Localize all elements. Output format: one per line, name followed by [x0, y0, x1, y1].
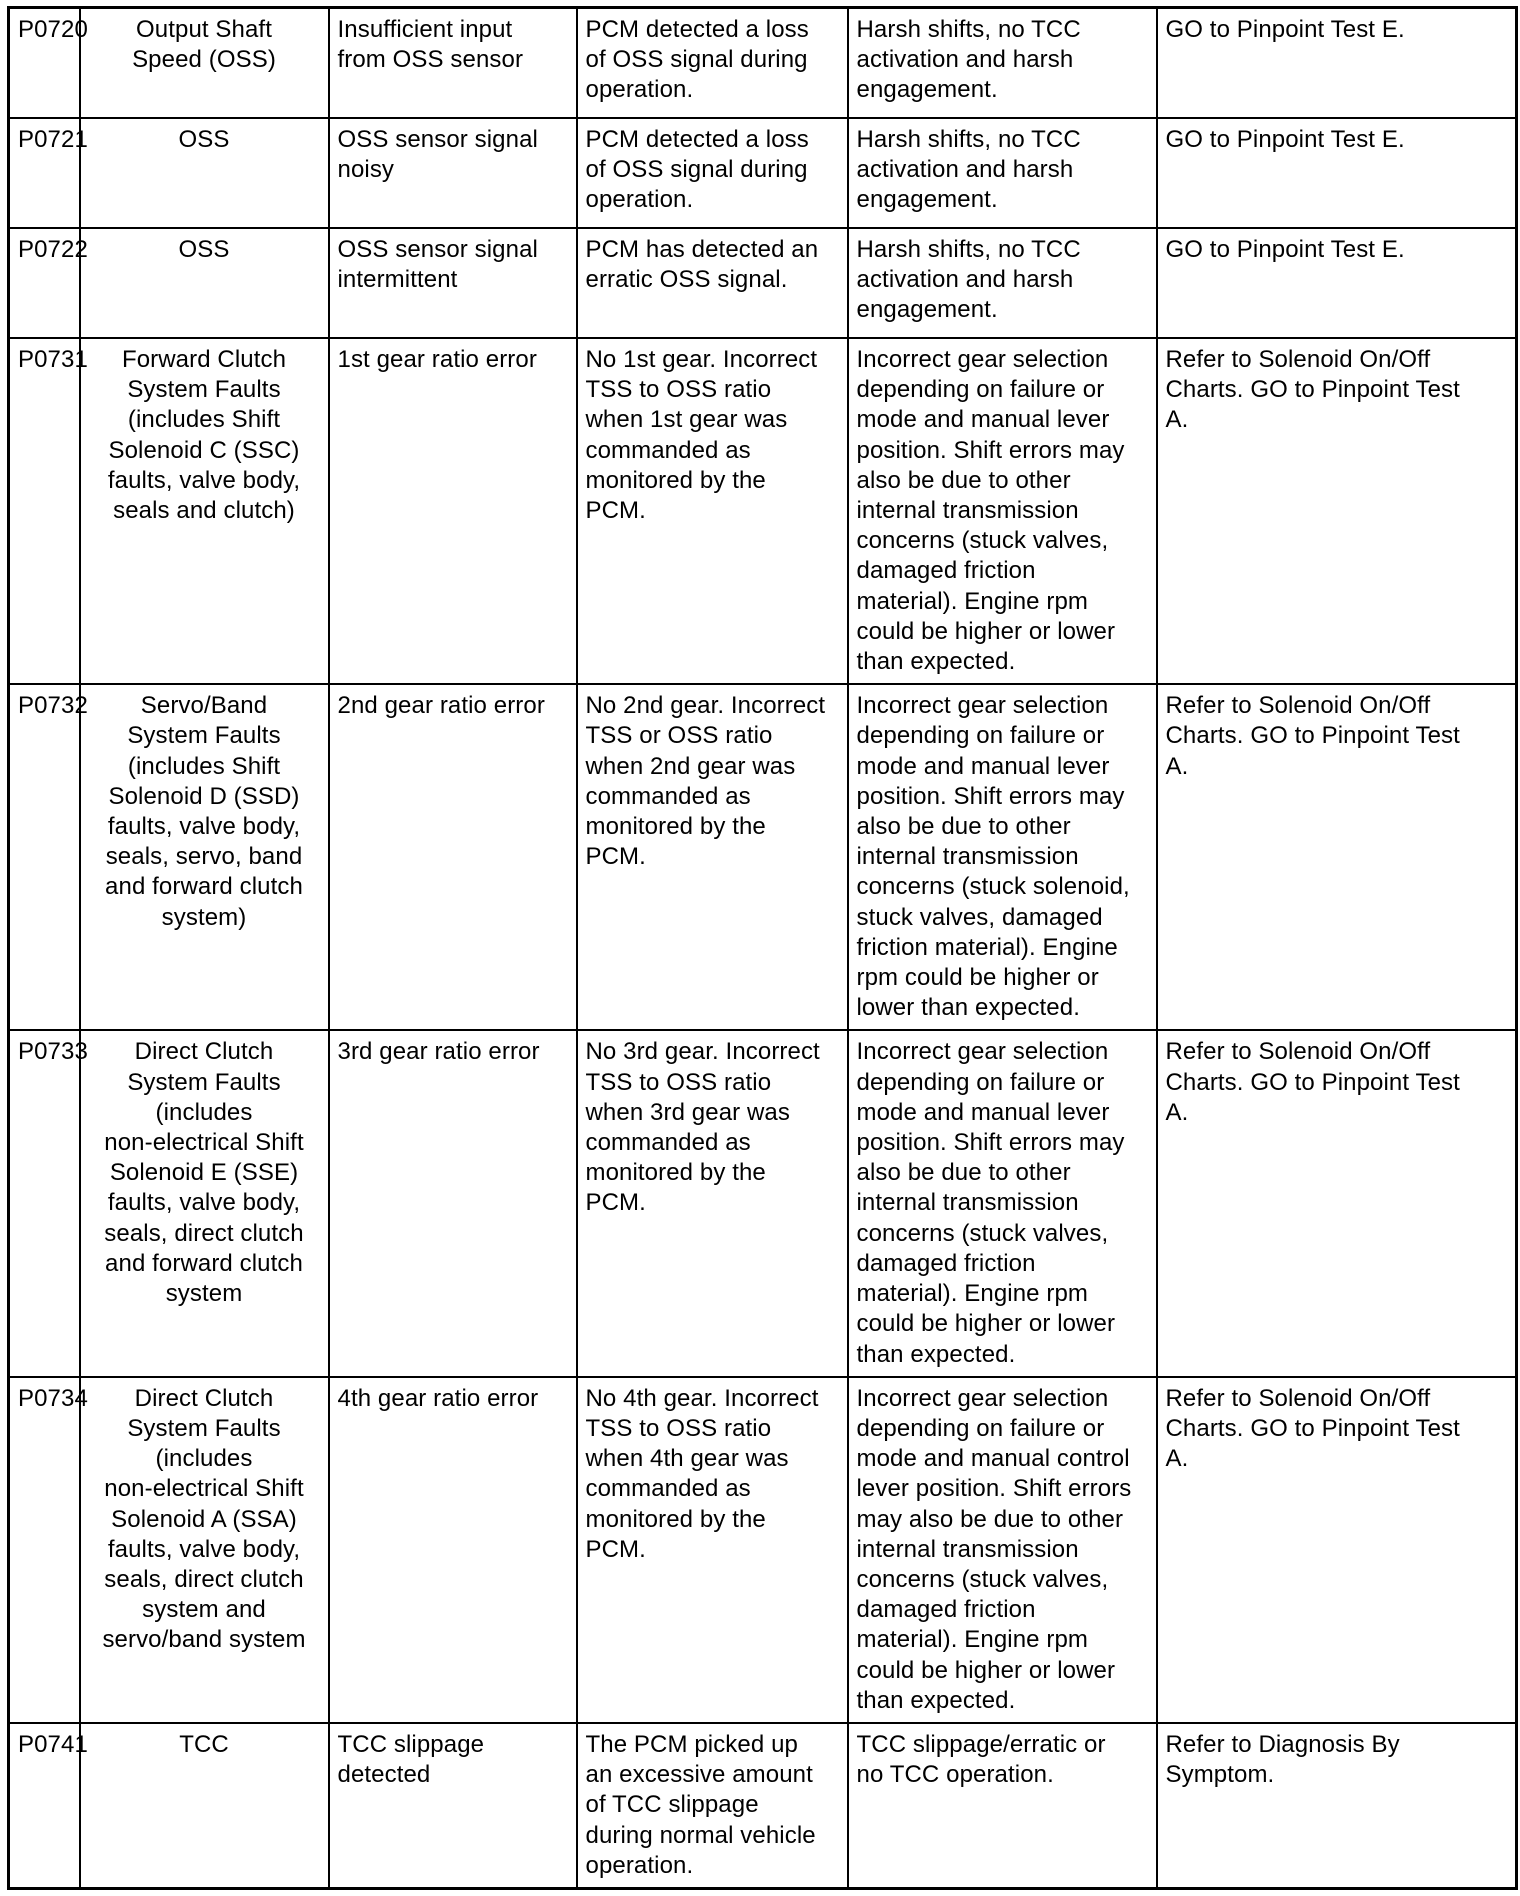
symptom-cell: Harsh shifts, no TCC activation and harsh engagement.	[848, 228, 1157, 338]
action-cell: Refer to Solenoid On/Off Charts. GO to Pinpoint Test A.	[1157, 338, 1517, 684]
component-cell: Forward Clutch System Faults (includes Shift Solenoid C (SSC) faults, valve body, seals and clutch)	[80, 338, 329, 684]
description-cell: Insufficient input from OSS sensor	[329, 8, 577, 119]
condition-cell: PCM detected a loss of OSS signal during operation.	[577, 118, 848, 228]
symptom-cell: Incorrect gear selection depending on failure or mode and manual lever position. Shift errors may also be due to other internal transmission concerns (stuck valves, damaged friction material). Engine rpm could be higher or lower than expected.	[848, 1030, 1157, 1376]
table-row	[9, 118, 1517, 228]
dtc-code-cell: P0733	[9, 1030, 80, 1376]
table-row	[9, 338, 1517, 684]
description-cell: 1st gear ratio error	[329, 338, 577, 684]
description-cell: 3rd gear ratio error	[329, 1030, 577, 1376]
component-cell: Direct Clutch System Faults (includes non-electrical Shift Solenoid A (SSA) faults, valve body, seals, direct clutch system and servo/band system	[80, 1377, 329, 1723]
table-row	[9, 1377, 1517, 1723]
table-row	[9, 8, 1517, 119]
dtc-code-cell: P0720	[9, 8, 80, 119]
action-cell: GO to Pinpoint Test E.	[1157, 118, 1517, 228]
condition-cell: No 3rd gear. Incorrect TSS to OSS ratio when 3rd gear was commanded as monitored by the PCM.	[577, 1030, 848, 1376]
dtc-table	[7, 6, 1518, 1890]
dtc-code-cell: P0721	[9, 118, 80, 228]
description-cell: 4th gear ratio error	[329, 1377, 577, 1723]
action-cell: Refer to Diagnosis By Symptom.	[1157, 1723, 1517, 1889]
action-cell: Refer to Solenoid On/Off Charts. GO to Pinpoint Test A.	[1157, 1377, 1517, 1723]
dtc-code-cell: P0734	[9, 1377, 80, 1723]
action-cell: GO to Pinpoint Test E.	[1157, 8, 1517, 119]
dtc-table-body	[9, 8, 1517, 1889]
symptom-cell: Harsh shifts, no TCC activation and harsh engagement.	[848, 118, 1157, 228]
component-cell: OSS	[80, 118, 329, 228]
symptom-cell: Harsh shifts, no TCC activation and harsh engagement.	[848, 8, 1157, 119]
symptom-cell: Incorrect gear selection depending on failure or mode and manual control lever position. Shift errors may also be due to other internal transmission concerns (stuck valves, damaged friction material). Engine rpm could be higher or lower than expected.	[848, 1377, 1157, 1723]
component-cell: Servo/Band System Faults (includes Shift Solenoid D (SSD) faults, valve body, seals, servo, band and forward clutch system)	[80, 684, 329, 1030]
dtc-code-cell: P0741	[9, 1723, 80, 1889]
action-cell: GO to Pinpoint Test E.	[1157, 228, 1517, 338]
table-row	[9, 684, 1517, 1030]
table-row	[9, 1723, 1517, 1889]
action-cell: Refer to Solenoid On/Off Charts. GO to Pinpoint Test A.	[1157, 684, 1517, 1030]
description-cell: TCC slippage detected	[329, 1723, 577, 1889]
component-cell: Output Shaft Speed (OSS)	[80, 8, 329, 119]
action-cell: Refer to Solenoid On/Off Charts. GO to Pinpoint Test A.	[1157, 1030, 1517, 1376]
table-row	[9, 228, 1517, 338]
dtc-code-cell: P0722	[9, 228, 80, 338]
symptom-cell: Incorrect gear selection depending on failure or mode and manual lever position. Shift errors may also be due to other internal transmission concerns (stuck valves, damaged friction material). Engine rpm could be higher or lower than expected.	[848, 338, 1157, 684]
component-cell: TCC	[80, 1723, 329, 1889]
condition-cell: No 2nd gear. Incorrect TSS or OSS ratio when 2nd gear was commanded as monitored by the PCM.	[577, 684, 848, 1030]
component-cell: Direct Clutch System Faults (includes non-electrical Shift Solenoid E (SSE) faults, valve body, seals, direct clutch and forward clutch system	[80, 1030, 329, 1376]
dtc-code-cell: P0732	[9, 684, 80, 1030]
condition-cell: PCM has detected an erratic OSS signal.	[577, 228, 848, 338]
symptom-cell: TCC slippage/erratic or no TCC operation.	[848, 1723, 1157, 1889]
condition-cell: PCM detected a loss of OSS signal during operation.	[577, 8, 848, 119]
component-cell: OSS	[80, 228, 329, 338]
symptom-cell: Incorrect gear selection depending on failure or mode and manual lever position. Shift errors may also be due to other internal transmission concerns (stuck solenoid, stuck valves, damaged friction material). Engine rpm could be higher or lower than expected.	[848, 684, 1157, 1030]
condition-cell: No 1st gear. Incorrect TSS to OSS ratio when 1st gear was commanded as monitored by the PCM.	[577, 338, 848, 684]
dtc-code-cell: P0731	[9, 338, 80, 684]
description-cell: OSS sensor signal intermittent	[329, 228, 577, 338]
condition-cell: The PCM picked up an excessive amount of TCC slippage during normal vehicle operation.	[577, 1723, 848, 1889]
table-row	[9, 1030, 1517, 1376]
condition-cell: No 4th gear. Incorrect TSS to OSS ratio when 4th gear was commanded as monitored by the PCM.	[577, 1377, 848, 1723]
description-cell: OSS sensor signal noisy	[329, 118, 577, 228]
description-cell: 2nd gear ratio error	[329, 684, 577, 1030]
